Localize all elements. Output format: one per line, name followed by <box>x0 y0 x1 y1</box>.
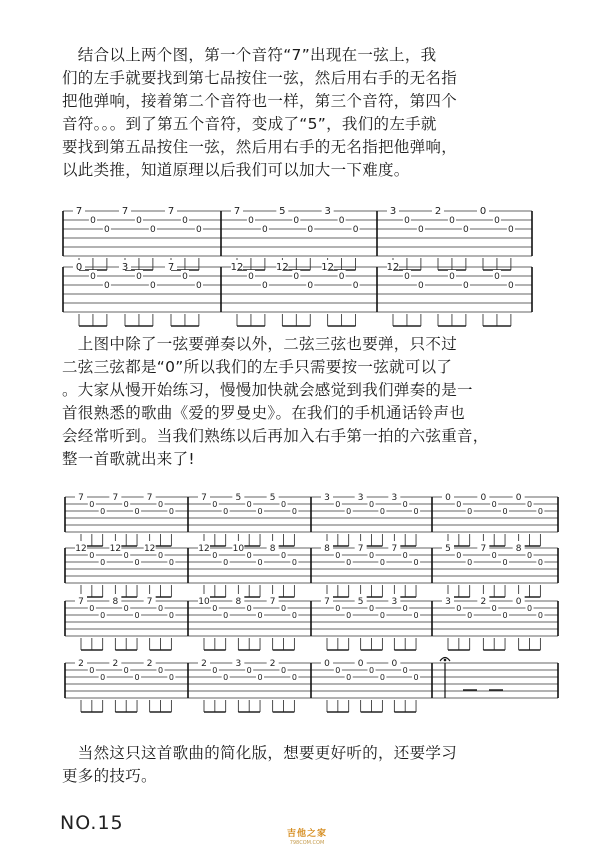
tab-fret-zero: 0 <box>502 507 508 516</box>
tab-fret-number: 8 <box>112 597 119 607</box>
tab-fret-number: 3 <box>391 493 398 503</box>
tab-fret-zero: 0 <box>157 500 164 509</box>
tab-fret-zero: 0 <box>257 673 263 682</box>
tab-fret-zero: 0 <box>123 500 129 509</box>
tab-fret-zero: 0 <box>157 551 164 560</box>
tab-fret-number: 0 <box>391 659 398 669</box>
tab-fret-zero: 0 <box>100 558 106 567</box>
tab-fret-number: 0 <box>480 493 487 503</box>
tab-fret-number: 5 <box>269 493 276 503</box>
tab-fret-zero: 0 <box>413 673 419 682</box>
tab-fret-zero: 0 <box>280 604 287 613</box>
tab-fret-zero: 0 <box>526 500 533 509</box>
tab-fret-zero: 0 <box>257 611 263 620</box>
text-line: 会经常听到。当我们熟练以后再加入右手第一拍的六弦重音， <box>62 427 489 445</box>
tab-fret-zero: 0 <box>502 558 508 567</box>
text-line: 更多的技巧。 <box>62 767 157 785</box>
tab-fret-number: 7 <box>357 544 364 554</box>
tab-fret-zero: 0 <box>168 673 174 682</box>
tab-fret-zero: 0 <box>402 666 408 675</box>
tab-fret-zero: 0 <box>157 666 164 675</box>
tab-fret-zero: 0 <box>379 611 385 620</box>
tab-fret-zero: 0 <box>280 666 287 675</box>
tab-fret-zero: 0 <box>89 551 95 560</box>
tab-fret-number: 0 <box>515 597 522 607</box>
tab-fret-number: 2 <box>146 659 153 669</box>
tab-fret-number: 0 <box>324 659 330 669</box>
tab-fret-zero: 0 <box>280 500 287 509</box>
tab-fret-zero: 0 <box>248 216 254 226</box>
tab-fret-zero: 0 <box>467 507 473 516</box>
tab-fret-zero: 0 <box>223 507 229 516</box>
text-line: 整一首歌就出来了! <box>62 450 195 468</box>
tab-fret-number: 7 <box>201 493 207 503</box>
tab-fret-zero: 0 <box>196 281 202 291</box>
tab-fret-number: 5 <box>235 493 242 503</box>
tab-fret-number: 7 <box>167 262 175 273</box>
tab-fret-number: 7 <box>146 597 153 607</box>
tab-fret-zero: 0 <box>456 551 462 560</box>
tab-fret-zero: 0 <box>456 500 462 509</box>
tab-fret-zero: 0 <box>368 666 375 675</box>
tab-fret-number: 7 <box>121 206 129 217</box>
tab-fret-number: 12 <box>109 544 122 554</box>
text-line: 二弦三弦都是“0”所以我们的左手只需要按一弦就可以了 <box>62 358 453 376</box>
tab-fret-zero: 0 <box>90 216 96 226</box>
tab-fret-zero: 0 <box>123 604 129 613</box>
tab-fret-zero: 0 <box>494 216 500 226</box>
tab-fret-zero: 0 <box>526 604 533 613</box>
tab-fret-zero: 0 <box>463 281 469 291</box>
tab-fret-number: 2 <box>434 206 442 217</box>
tab-fret-zero: 0 <box>413 611 419 620</box>
tab-fret-zero: 0 <box>212 666 218 675</box>
tab-fret-zero: 0 <box>223 611 229 620</box>
tab-fret-zero: 0 <box>123 666 129 675</box>
tab-fret-zero: 0 <box>123 551 129 560</box>
tab-fret-zero: 0 <box>335 604 341 613</box>
tab-fret-number: 0 <box>515 493 522 503</box>
tab-fret-number: 12 <box>75 544 87 554</box>
tab-fret-number: 0 <box>357 659 364 669</box>
site-watermark-logo <box>277 826 337 846</box>
tab-fret-zero: 0 <box>182 216 188 226</box>
tab-fret-zero: 0 <box>280 551 287 560</box>
tab-fret-zero: 0 <box>404 216 410 226</box>
tab-fret-zero: 0 <box>248 272 254 282</box>
tab-fret-zero: 0 <box>463 225 469 235</box>
tab-fret-zero: 0 <box>346 673 352 682</box>
tab-fret-zero: 0 <box>335 500 341 509</box>
tab-fret-number: 3 <box>324 493 330 503</box>
text-line: 音符。。。到了第五个音符，变成了“5”，我们的左手就 <box>62 115 437 133</box>
tab-fret-number: 12 <box>275 262 289 273</box>
tab-fret-zero: 0 <box>346 611 352 620</box>
tab-fret-zero: 0 <box>467 611 473 620</box>
tab-fret-number: 5 <box>357 597 364 607</box>
tab-fret-zero: 0 <box>89 604 95 613</box>
tab-fret-number: 8 <box>515 544 522 554</box>
tab-fret-zero: 0 <box>257 558 263 567</box>
tab-fret-number: 12 <box>321 262 335 273</box>
tab-fret-number: 0 <box>445 493 451 503</box>
tab-fret-zero: 0 <box>104 281 110 291</box>
tab-fret-zero: 0 <box>246 551 252 560</box>
tab-fret-zero: 0 <box>291 673 297 682</box>
tab-fret-zero: 0 <box>379 507 385 516</box>
tab-fret-zero: 0 <box>418 225 424 235</box>
tab-fret-zero: 0 <box>537 507 543 516</box>
tab-fret-number: 12 <box>198 544 210 554</box>
tab-fret-zero: 0 <box>291 558 297 567</box>
tab-fret-zero: 0 <box>293 272 300 282</box>
tab-fret-zero: 0 <box>168 507 174 516</box>
tab-fret-zero: 0 <box>368 500 375 509</box>
tab-fret-zero: 0 <box>293 216 300 226</box>
tab-fret-zero: 0 <box>104 225 110 235</box>
tab-fret-zero: 0 <box>212 500 218 509</box>
tab-fret-number: 3 <box>235 659 242 669</box>
tab-fret-zero: 0 <box>223 673 229 682</box>
tab-fret-zero: 0 <box>413 507 419 516</box>
tab-fret-number: 7 <box>78 493 84 503</box>
tab-fret-zero: 0 <box>508 281 514 291</box>
tab-fret-zero: 0 <box>402 551 408 560</box>
tab-fret-number: 12 <box>230 262 244 273</box>
tab-fret-number: 7 <box>480 544 487 554</box>
tab-fret-zero: 0 <box>494 272 500 282</box>
tab-fret-zero: 0 <box>379 673 385 682</box>
text-line: 要找到第五品按住一弦，然后用右手的无名指把他弹响， <box>62 138 458 156</box>
tab-fret-zero: 0 <box>404 272 410 282</box>
page-number: NO.15 <box>60 812 124 834</box>
tab-fret-zero: 0 <box>338 216 345 226</box>
tab-fret-number: 8 <box>235 597 242 607</box>
text-line: 首很熟悉的歌曲《爱的罗曼史》。在我们的手机通话铃声也 <box>62 404 466 422</box>
tab-fret-zero: 0 <box>449 272 455 282</box>
tab-fret-zero: 0 <box>291 611 297 620</box>
tab-fret-zero: 0 <box>413 558 419 567</box>
tab-fret-zero: 0 <box>100 673 106 682</box>
tab-fret-number: 3 <box>324 206 331 217</box>
tab-fret-zero: 0 <box>346 507 352 516</box>
tab-fret-zero: 0 <box>307 225 314 235</box>
tab-fret-number: 3 <box>389 206 397 217</box>
tab-fret-number: 3 <box>391 597 398 607</box>
tab-fret-zero: 0 <box>89 500 95 509</box>
tab-fret-zero: 0 <box>418 281 424 291</box>
tab-fret-number: 7 <box>391 544 398 554</box>
tab-fret-number: 12 <box>143 544 156 554</box>
tab-fret-zero: 0 <box>526 551 533 560</box>
tab-fret-zero: 0 <box>307 281 314 291</box>
tab-fret-number: 0 <box>75 262 83 273</box>
fermata-dot-icon <box>444 659 447 662</box>
tab-fret-number: 2 <box>112 659 119 669</box>
tab-fret-zero: 0 <box>335 666 341 675</box>
tab-fret-number: 3 <box>445 597 451 607</box>
tab-fret-zero: 0 <box>134 558 140 567</box>
tab-fret-number: 5 <box>279 206 286 217</box>
tab-fret-number: 2 <box>201 659 207 669</box>
text-line: 们的左手就要找到第七品按住一弦，然后用右手的无名指 <box>62 69 458 87</box>
tab-fret-zero: 0 <box>168 611 174 620</box>
tab-fret-zero: 0 <box>134 673 140 682</box>
tab-fret-zero: 0 <box>246 500 252 509</box>
tab-fret-zero: 0 <box>491 500 497 509</box>
tab-fret-zero: 0 <box>508 225 514 235</box>
tab-fret-zero: 0 <box>89 666 95 675</box>
tab-fret-number: 2 <box>480 597 487 607</box>
tab-fret-zero: 0 <box>257 507 263 516</box>
tab-fret-zero: 0 <box>537 611 543 620</box>
tab-fret-zero: 0 <box>150 281 156 291</box>
tab-fret-number: 7 <box>78 597 84 607</box>
tab-fret-zero: 0 <box>338 272 345 282</box>
tab-fret-number: 2 <box>78 659 84 669</box>
watermark-url: 798COM.COM <box>289 840 325 846</box>
tab-fret-number: 7 <box>324 597 330 607</box>
tab-fret-number: 7 <box>233 206 241 217</box>
text-line: 以此类推，知道原理以后我们可以加大一下难度。 <box>62 161 410 179</box>
tab-fret-zero: 0 <box>262 225 268 235</box>
tab-fret-zero: 0 <box>352 225 359 235</box>
tab-fret-zero: 0 <box>182 272 188 282</box>
tab-fret-zero: 0 <box>246 666 252 675</box>
text-line: 当然这只这首歌曲的简化版，想要更好听的，还要学习 <box>62 744 458 762</box>
tab-fret-zero: 0 <box>134 507 140 516</box>
tab-fret-number: 8 <box>324 544 330 554</box>
tab-fret-zero: 0 <box>196 225 202 235</box>
tab-fret-zero: 0 <box>223 558 229 567</box>
text-line: 把他弹响，接着第二个音符也一样，第三个音符，第四个 <box>62 92 458 110</box>
tab-fret-zero: 0 <box>168 558 174 567</box>
tab-fret-zero: 0 <box>379 558 385 567</box>
tab-fret-number: 7 <box>269 597 276 607</box>
tab-fret-zero: 0 <box>136 216 142 226</box>
text-line: 结合以上两个图，第一个音符“7”出现在一弦上，我 <box>62 46 437 64</box>
tab-fret-zero: 0 <box>212 604 218 613</box>
tab-fret-number: 8 <box>269 544 276 554</box>
tab-fret-zero: 0 <box>134 611 140 620</box>
tab-fret-zero: 0 <box>150 225 156 235</box>
tab-fret-zero: 0 <box>368 604 375 613</box>
tab-fret-zero: 0 <box>402 604 408 613</box>
tab-fret-zero: 0 <box>467 558 473 567</box>
tab-fret-zero: 0 <box>100 611 106 620</box>
tab-fret-number: 7 <box>112 493 119 503</box>
tab-fret-number: 0 <box>479 206 487 217</box>
tab-fret-zero: 0 <box>157 604 164 613</box>
tab-fret-zero: 0 <box>456 604 462 613</box>
tab-fret-zero: 0 <box>212 551 218 560</box>
tab-fret-number: 5 <box>445 544 451 554</box>
tab-fret-number: 2 <box>269 659 276 669</box>
tab-fret-number: 7 <box>167 206 175 217</box>
tab-fret-zero: 0 <box>368 551 375 560</box>
tab-fret-number: 10 <box>198 597 210 607</box>
tab-fret-number: 7 <box>146 493 153 503</box>
tab-fret-zero: 0 <box>246 604 252 613</box>
tab-fret-zero: 0 <box>90 272 96 282</box>
tab-fret-zero: 0 <box>491 604 497 613</box>
tab-fret-zero: 0 <box>502 611 508 620</box>
tab-fret-zero: 0 <box>537 558 543 567</box>
text-line: 。大家从慢开始练习，慢慢加快就会感觉到我们弹奏的是一 <box>62 381 473 399</box>
tab-fret-number: 10 <box>232 544 245 554</box>
tab-fret-zero: 0 <box>346 558 352 567</box>
tab-fret-zero: 0 <box>262 281 268 291</box>
tab-fret-zero: 0 <box>335 551 341 560</box>
tab-fret-number: 3 <box>357 493 364 503</box>
text-line: 上图中除了一弦要弹奏以外，二弦三弦也要弹，只不过 <box>62 335 458 353</box>
tab-fret-zero: 0 <box>291 507 297 516</box>
watermark-title: 吉他之家 <box>286 829 327 839</box>
tab-fret-zero: 0 <box>449 216 455 226</box>
tab-fret-zero: 0 <box>491 551 497 560</box>
tab-fret-number: 12 <box>386 262 400 273</box>
tab-fret-number: 3 <box>121 262 129 273</box>
tab-fret-zero: 0 <box>402 500 408 509</box>
tab-fret-zero: 0 <box>100 507 106 516</box>
tab-fret-number: 7 <box>75 206 83 217</box>
tab-fret-zero: 0 <box>352 281 359 291</box>
tab-fret-zero: 0 <box>136 272 142 282</box>
